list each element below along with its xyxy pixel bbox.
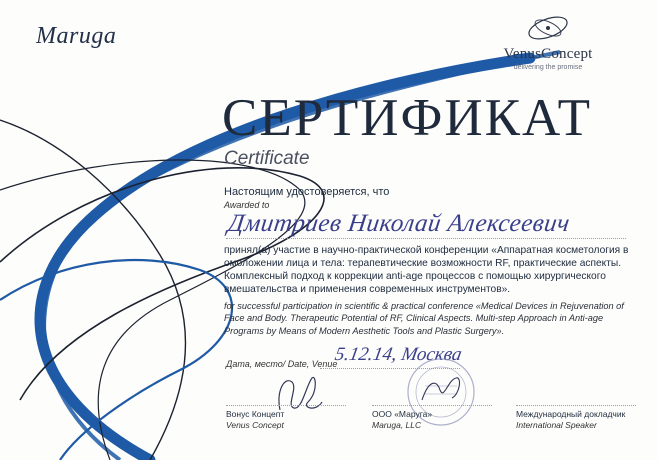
participation-text-en: for successful participation in scientific & practical conference «Medical Devices in Rejuvenation of Face and Body. Therapeutic Potential of RF, Clinical Aspects. Multi-step Approach in Anti-age Programs by Means of Modern Aesthetic Tools and Plastic Surgery».: [224, 301, 624, 336]
recipient-name: Дмитриев Николай Алексеевич: [226, 210, 630, 239]
signature-venus-concept: [226, 409, 356, 430]
participation-text-ru: принял(а) участие в научно-практической конференции «Аппаратная косметология в омоложении лица и тела: терапевтические возможности RF, практические аспекты. Комплексный подход к коррекции anti-age процессов с помощью хирургического вмешательства и применения современных инструментов».: [224, 245, 629, 295]
signature-line-3: [516, 405, 636, 406]
signature-line-2: [372, 405, 492, 406]
date-venue-value: 5.12.14, Москва: [333, 344, 464, 365]
venus-concept-tagline: delivering the promise: [513, 64, 583, 71]
venus-concept-mark-icon: [523, 12, 573, 44]
signature-line-1: [226, 405, 346, 406]
signature-label-en: International Speaker: [516, 420, 597, 430]
certificate-title: СЕРТИФИКАТ: [222, 89, 592, 147]
signature-label-ru: ООО «Маруга»: [372, 409, 433, 419]
certificate-subtitle: Certificate: [224, 148, 310, 169]
date-venue-label: Дата, место/ Date, Venue: [226, 359, 338, 369]
signature-speaker: [516, 409, 646, 430]
venus-concept-brand: VenusConcept: [503, 46, 593, 62]
signature-label-ru: Вонус Концепт: [226, 409, 285, 419]
maruga-logo: Maruga: [36, 23, 117, 49]
signature-label-en: Venus Concept: [226, 420, 284, 430]
signature-scribble-maruga: [418, 372, 464, 406]
signature-maruga: [372, 409, 502, 430]
awarded-label-ru: Настоящим удостоверяется, что: [224, 186, 390, 198]
awarded-label-en: Awarded to: [224, 200, 270, 210]
signature-label-en: Maruga, LLC: [372, 420, 422, 430]
venus-concept-logo: [478, 12, 618, 71]
signature-label-ru: Международный докладчик: [516, 409, 626, 419]
